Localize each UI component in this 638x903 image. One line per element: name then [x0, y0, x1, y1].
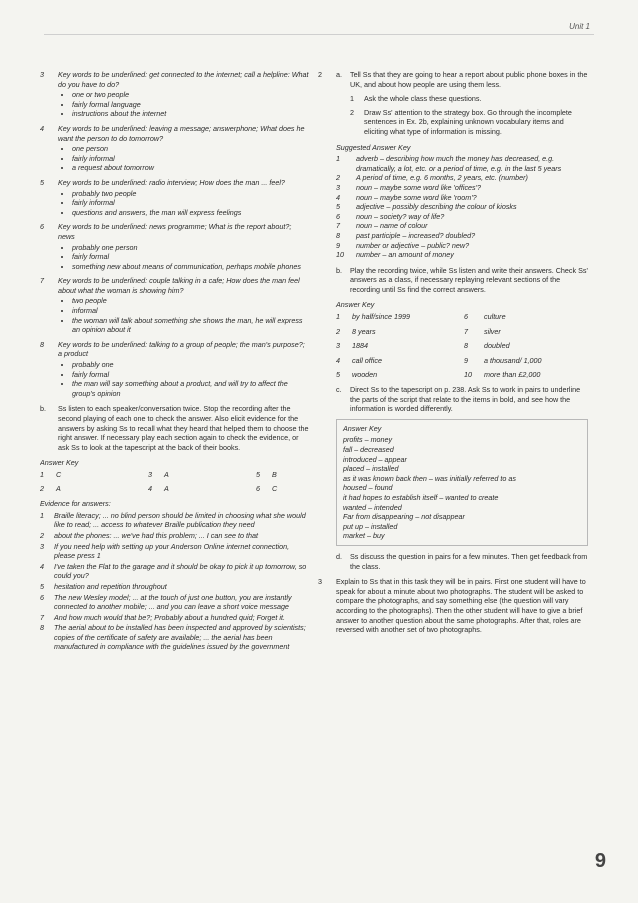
answer-key-2c-item: market – buy	[343, 531, 385, 541]
step-text: Ask the whole class these questions.	[364, 94, 482, 104]
suggested-item	[336, 154, 588, 173]
evidence-text: The aerial about to be installed has been inspected and approved by scientists; copies of the certificate of safety are available; ... the aerial has been manufactured in compliance with the guidelines issued by the government	[54, 623, 306, 652]
exercise-2a-label: a.	[336, 70, 342, 79]
answer-key-cell: B	[272, 469, 277, 479]
answer-key-2b-cell: a thousand/ 1,000	[484, 355, 542, 365]
item-number: 4	[40, 123, 44, 133]
bullet-point: • fairly informal	[72, 198, 310, 208]
suggested-text: past participle – increased? doubled?	[356, 230, 476, 240]
evidence-item	[40, 593, 310, 612]
evidence-text: I've taken the Flat to the garage and it should be okay to pick it up tomorrow, so could you?	[54, 561, 307, 581]
suggested-number: 7	[336, 221, 340, 231]
exercise-2c-label: c.	[336, 385, 342, 395]
suggested-text: noun – maybe some word like 'room'?	[356, 192, 477, 202]
evidence-list	[40, 511, 310, 652]
answer-key-row	[40, 470, 310, 480]
key-words-item	[40, 178, 310, 217]
bullet-point: • the man will say something about a product, and will try to affect the group's opinion	[72, 379, 310, 398]
evidence-number: 2	[40, 530, 44, 540]
answer-key-2c-list	[343, 435, 581, 541]
suggested-number: 6	[336, 211, 340, 221]
answer-key-2c-item: fall – decreased	[343, 445, 394, 454]
bullet-point: • instructions about the internet	[72, 109, 310, 119]
answer-key-title: Answer Key	[40, 458, 79, 468]
answer-key-2c-title: Answer Key	[343, 423, 382, 433]
header-rule	[44, 34, 594, 35]
suggested-text: adjective – possibly describing the colour of kiosks	[356, 202, 517, 212]
page-number: 9	[594, 850, 606, 873]
suggested-item	[336, 241, 588, 251]
suggested-key-list	[318, 154, 588, 260]
exercise-2b-label: b.	[336, 265, 342, 275]
answer-key-2c-item: Far from disappearing – not disappear	[343, 512, 465, 522]
suggested-text: number – an amount of money	[356, 250, 454, 260]
exercise-b-text: Ss listen to each speaker/conversation twice. Stop the recording after the second playing of each one to check the answer. Also elicit evidence for the answers by asking Ss to recall what they heard that helped them to choose the right answer. If necessary play each section again to check the evidence, or ask Ss to look at the tapescript at the back of their books.	[58, 404, 309, 452]
answer-key-2b-title: Answer Key	[336, 300, 375, 310]
unit-label: Unit 1	[569, 22, 590, 31]
evidence-number: 5	[40, 581, 44, 591]
key-words-item	[40, 124, 310, 173]
item-text: Key words to be underlined: radio interview; How does the man ... feel?	[58, 177, 285, 187]
answer-key-2b-cell: 1884	[352, 341, 368, 351]
item-number: 6	[40, 222, 44, 232]
evidence-item	[40, 531, 310, 541]
item-body	[58, 178, 310, 217]
step-item	[318, 94, 588, 104]
suggested-item	[336, 202, 588, 212]
answer-key-2c-item: as it was known back then – was initially referred to as	[343, 473, 516, 483]
bullet-point: • the woman will talk about something she shows the man, he will express an opinion about it	[72, 316, 310, 335]
item-body	[58, 70, 310, 119]
answer-key-2b-cell: more than £2,000	[484, 370, 541, 380]
evidence-text: Braille literacy; ... no blind person should be limited in choosing what she would like to read; ... access to whatever Braille publication they need	[54, 510, 306, 530]
exercise-2d-text: Ss discuss the question in pairs for a few minutes. Then get feedback from the class.	[350, 551, 588, 571]
answer-key-cell: C	[272, 483, 278, 493]
suggested-text: noun – society? way of life?	[356, 211, 445, 221]
key-words-item	[40, 276, 310, 335]
suggested-item	[336, 250, 588, 260]
item-bullets	[58, 360, 310, 398]
suggested-key-title: Suggested Answer Key	[336, 142, 411, 152]
answer-key-2b-cell: 7	[464, 326, 468, 336]
item-bullets	[58, 296, 310, 334]
exercise-b-label: b.	[40, 404, 46, 414]
suggested-number: 1	[336, 154, 340, 164]
question-3	[318, 577, 588, 635]
evidence-number: 6	[40, 592, 44, 602]
item-text: Key words to be underlined: leaving a message; answerphone; What does he want the person to do tomorrow?	[58, 123, 305, 143]
item-text: Key words to be underlined: talking to a group of people; the man's purpose?; a product	[58, 339, 305, 359]
bullet-point: • questions and answers, the man will express feelings	[72, 208, 310, 218]
suggested-number: 2	[336, 173, 340, 183]
evidence-number: 7	[40, 612, 44, 622]
bullet-point: • fairly informal	[72, 154, 310, 164]
evidence-number: 4	[40, 561, 44, 571]
question-3-number: 3	[318, 577, 322, 587]
answer-key-2b-cell: 6	[464, 312, 468, 322]
suggested-text: noun – maybe some word like 'offices'?	[356, 182, 481, 192]
suggested-number: 8	[336, 230, 340, 240]
bullet-point: • informal	[72, 306, 310, 316]
answer-key-cell: 1	[40, 469, 44, 479]
suggested-number: 4	[336, 192, 340, 202]
answer-key-cell: 3	[148, 469, 152, 479]
exercise-2b	[318, 266, 588, 295]
evidence-text: If you need help with setting up your Anderson Online internet connection, please press 1	[54, 541, 290, 561]
bullet-point: • probably one	[72, 360, 310, 370]
bullet-point: • fairly formal language	[72, 100, 310, 110]
suggested-text: number or adjective – public? new?	[356, 240, 470, 250]
item-bullets	[58, 144, 310, 173]
answer-key-cell: C	[56, 469, 62, 479]
answer-key-2b-row	[336, 356, 588, 366]
suggested-item	[336, 231, 588, 241]
evidence-text: hesitation and repetition throughout	[54, 581, 167, 591]
item-bullets	[58, 189, 310, 218]
key-words-item	[40, 340, 310, 399]
suggested-item	[336, 193, 588, 203]
suggested-number: 10	[336, 250, 344, 260]
answer-key-2b-row	[336, 327, 588, 337]
item-number: 3	[40, 70, 44, 79]
answer-key-2b-row	[336, 312, 588, 322]
suggested-item	[336, 221, 588, 231]
answer-key-2c-item: housed – found	[343, 483, 393, 493]
suggested-text: A period of time, e.g. 6 months, 2 years, etc. (number)	[356, 173, 528, 183]
bullet-point: • one or two people	[72, 90, 310, 100]
exercise-2d	[318, 552, 588, 571]
answer-key-grid	[40, 470, 310, 493]
answer-key-2b-cell: call office	[352, 355, 382, 365]
item-number: 5	[40, 177, 44, 187]
answer-key-2c-item: wanted – intended	[343, 502, 402, 512]
answer-key-2b-cell: 10	[464, 370, 472, 380]
answer-key-row	[40, 484, 310, 494]
answer-key-2b-row	[336, 370, 588, 380]
evidence-text: about the phones: ... we've had this problem; ... I can see to that	[54, 530, 258, 540]
evidence-number: 8	[40, 623, 44, 633]
item-text: Key words to be underlined: news programme; What is the report about?; news	[58, 222, 292, 241]
answer-key-2b-cell: 8 years	[352, 326, 376, 336]
exercise-2a-text: Tell Ss that they are going to hear a report about public phone boxes in the UK, and about how people are using them less.	[350, 70, 588, 89]
answer-key-2b-cell: culture	[484, 312, 506, 322]
item-body	[58, 124, 310, 173]
answer-key-2b-cell: 9	[464, 355, 468, 365]
answer-key-2b-cell: 4	[336, 355, 340, 365]
bullet-point: • two people	[72, 296, 310, 306]
exercise-2a	[318, 70, 588, 89]
answer-key-cell: A	[56, 483, 61, 493]
answer-key-2b-row	[336, 341, 588, 351]
question-2-number: 2	[318, 70, 322, 79]
evidence-number: 3	[40, 541, 44, 551]
step-number: 2	[350, 107, 354, 117]
answer-key-2c-item: introduced – appear	[343, 454, 407, 464]
exercise-2a-steps	[318, 94, 588, 136]
evidence-item	[40, 511, 310, 530]
exercise-2c-text: Direct Ss to the tapescript on p. 238. Ask Ss to work in pairs to underline the parts of the script that relate to the items in bold, and see how the information is worded differently.	[350, 385, 581, 414]
evidence-item	[40, 582, 310, 592]
evidence-item	[40, 623, 310, 652]
item-text: Key words to be underlined: get connected to the internet; call a helpline: What do you have to do?	[58, 70, 309, 89]
answer-key-2b-cell: silver	[484, 326, 501, 336]
bullet-point: • fairly formal	[72, 252, 310, 262]
item-number: 8	[40, 339, 44, 349]
answer-key-cell: 4	[148, 483, 152, 493]
evidence-text: And how much would that be?; Probably about a hundred quid; Forget it.	[54, 612, 285, 622]
answer-key-cell: A	[164, 469, 169, 479]
exercise-2c	[318, 385, 588, 414]
answer-key-2b-cell: wooden	[352, 370, 378, 380]
item-bullets	[58, 243, 310, 272]
key-words-item	[40, 222, 310, 271]
evidence-item	[40, 542, 310, 561]
answer-key-2b-cell: 5	[336, 370, 340, 380]
item-text: Key words to be underlined: couple talking in a cafe; How does the man feel about what the woman is showing him?	[58, 276, 300, 295]
suggested-number: 3	[336, 182, 340, 192]
bullet-point: • something new about means of communication, perhaps mobile phones	[72, 262, 310, 272]
answer-key-cell: 6	[256, 483, 260, 493]
item-body	[58, 276, 310, 335]
suggested-item	[336, 183, 588, 193]
question-3-text: Explain to Ss that in this task they will be in pairs. First one student will have to speak for about a minute about two photographs. The student will be asked to compare the photographs, and say something else (the question will vary according to the photographs). Then the other student will have to give a brief answer to another question about the same photographs. After that, roles are reversed with another set of two photographs.	[336, 577, 586, 635]
answer-key-2b-cell: doubled	[484, 341, 510, 351]
answer-key-2b-cell: 2	[336, 326, 340, 336]
answer-key-2c-item: profits – money	[343, 435, 393, 445]
answer-key-2b-grid	[318, 312, 588, 380]
suggested-number: 9	[336, 240, 340, 250]
answer-key-2b-cell: by half/since 1999	[352, 312, 410, 322]
step-text: Draw Ss' attention to the strategy box. Go through the incomplete sentences in Ex. 2b, explaining unknown vocabulary items and eliciting what type of information is missing.	[364, 107, 572, 136]
item-body	[58, 340, 310, 399]
key-words-item	[40, 70, 310, 119]
suggested-text: adverb – describing how much the money has decreased, e.g. dramatically, a lot, etc. or a period of time, e.g. in the last 5 years	[356, 154, 562, 173]
evidence-text: The new Wesley model; ... at the touch of just one button, you are instantly connected to another mobile; ... and you can leave a short voice message	[54, 592, 292, 612]
bullet-point: • one person	[72, 144, 310, 154]
answer-key-cell: A	[164, 483, 169, 493]
answer-key-2b-cell: 8	[464, 341, 468, 351]
evidence-title: Evidence for answers:	[40, 499, 111, 509]
item-number: 7	[40, 276, 44, 286]
evidence-item	[40, 613, 310, 623]
suggested-number: 5	[336, 202, 340, 212]
item-body	[58, 222, 310, 271]
suggested-text: noun – name of colour	[356, 221, 428, 231]
answer-key-cell: 5	[256, 469, 260, 479]
suggested-item	[336, 212, 588, 222]
answer-key-2c-item: it had hopes to establish itself – wanted to create	[343, 492, 499, 502]
answer-key-2b-cell: 1	[336, 312, 340, 322]
left-column	[40, 70, 310, 870]
item-bullets	[58, 90, 310, 119]
step-item	[318, 108, 588, 137]
bullet-point: • probably one person	[72, 243, 310, 253]
answer-key-2c-box	[336, 419, 588, 546]
bullet-point: • a request about tomorrow	[72, 163, 310, 173]
exercise-2d-label: d.	[336, 551, 342, 561]
step-number: 1	[350, 94, 354, 104]
answer-key-cell: 2	[40, 483, 44, 493]
answer-key-2b-cell: 3	[336, 341, 340, 351]
suggested-item	[336, 173, 588, 183]
bullet-point: • probably two people	[72, 189, 310, 199]
exercise-b-left	[40, 404, 310, 452]
answer-key-2c-item: placed – installed	[343, 464, 399, 474]
answer-key-2c-item: put up – installed	[343, 521, 398, 531]
exercise-2b-text: Play the recording twice, while Ss listen and write their answers. Check Ss' answers as a class, if necessary replaying relevant sections of the recording until Ss find the correct answers.	[350, 265, 588, 294]
left-items	[40, 70, 310, 398]
evidence-item	[40, 562, 310, 581]
right-column	[318, 70, 588, 870]
evidence-number: 1	[40, 510, 44, 520]
bullet-point: • fairly formal	[72, 370, 310, 380]
